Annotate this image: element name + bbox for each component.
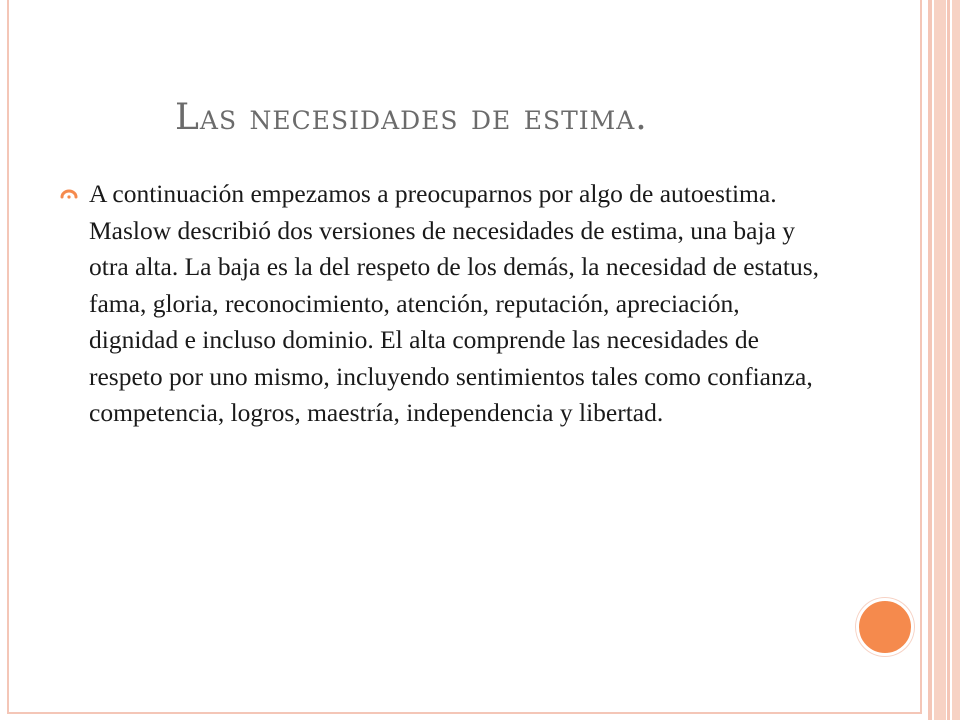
decorative-stripe [934,0,946,720]
decorative-stripe [952,0,960,720]
bullet-text: A continuación empezamos a preocuparnos por algo de autoestima. Maslow describió dos versiones de necesidades de estima, una baja y otra alta. La baja es la del respeto de los demás, la necesidad de estatus, fama, gloria, reconocimiento, atención, reputación, apreciación, dignidad e incluso dominio. El alta comprende las necesidades de respeto por uno mismo, incluyendo sentimientos tales como confianza, competencia, logros, maestría, independencia y libertad. [89,179,819,427]
ring-bullet-icon [60,188,78,200]
decorative-circle [856,598,914,656]
slide-title: Las necesidades de estima. [175,97,648,138]
bullet-item [60,176,830,432]
decorative-stripe [928,0,932,720]
decorative-stripe [947,0,950,720]
